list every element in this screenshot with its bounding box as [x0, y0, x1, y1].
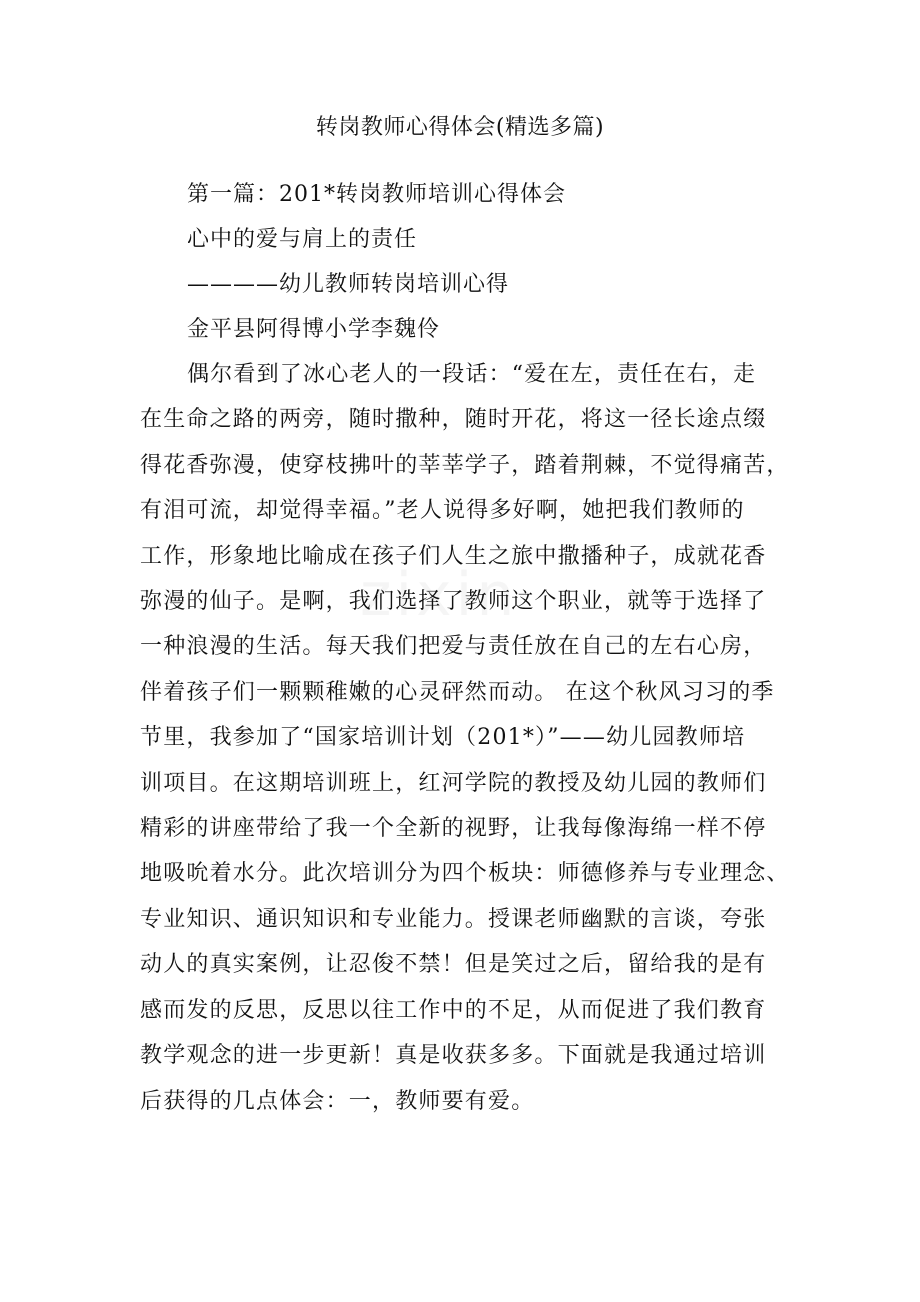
- body-line: 有泪可流，却觉得幸福。”老人说得多好啊，她把我们教师的: [140, 498, 745, 524]
- body-line: 弥漫的仙子。是啊，我们选择了教师这个职业，就等于选择了: [140, 589, 767, 615]
- body-line: 教学观念的进一步更新！真是收获多多。下面就是我通过培训: [140, 1043, 767, 1069]
- body-line: 后获得的几点体会：一，教师要有爱。: [140, 1088, 535, 1114]
- body-line: 专业知识、通识知识和专业能力。授课老师幽默的言谈，夸张: [140, 906, 767, 932]
- document-title: 转岗教师心得体会(精选多篇): [315, 115, 605, 140]
- essay-title: 心中的爱与肩上的责任: [187, 227, 418, 252]
- section-heading: 第一篇：201*转岗教师培训心得体会: [187, 182, 566, 207]
- body-line: 一种浪漫的生活。每天我们把爱与责任放在自己的左右心房，: [140, 634, 767, 660]
- body-paragraph: [140, 352, 790, 1124]
- body-line: 偶尔看到了冰心老人的一段话：“爱在左，责任在右，走: [187, 362, 757, 387]
- body-line: 在生命之路的两旁，随时撒种，随时开花，将这一径长途点缀: [140, 407, 767, 433]
- author-line: 金平县阿得博小学李魏伶: [187, 317, 441, 342]
- body-line: 工作，形象地比喻成在孩子们人生之旅中撒播种子，成就花香: [140, 543, 767, 569]
- body-line: 动人的真实案例，让忍俊不禁！但是笑过之后，留给我的是有: [140, 952, 767, 978]
- body-line: 感而发的反思，反思以往工作中的不足，从而促进了我们教育: [140, 997, 767, 1023]
- body-line: 训项目。在这期培训班上，红河学院的教授及幼儿园的教师们: [140, 770, 767, 796]
- body-line: 地吸吮着水分。此次培训分为四个板块：师德修养与专业理念、: [140, 861, 790, 887]
- body-line: 节里，我参加了“国家培训计划（201*）”——幼儿园教师培: [140, 725, 746, 751]
- body-line: 精彩的讲座带给了我一个全新的视野，让我每像海绵一样不停: [140, 816, 767, 842]
- essay-subtitle: ————幼儿教师转岗培训心得: [187, 272, 510, 297]
- body-line: 得花香弥漫，使穿枝拂叶的莘莘学子，踏着荆棘，不觉得痛苦，: [140, 452, 790, 478]
- body-line: 伴着孩子们一颗颗稚嫩的心灵砰然而动。 在这个秋风习习的季: [140, 679, 775, 705]
